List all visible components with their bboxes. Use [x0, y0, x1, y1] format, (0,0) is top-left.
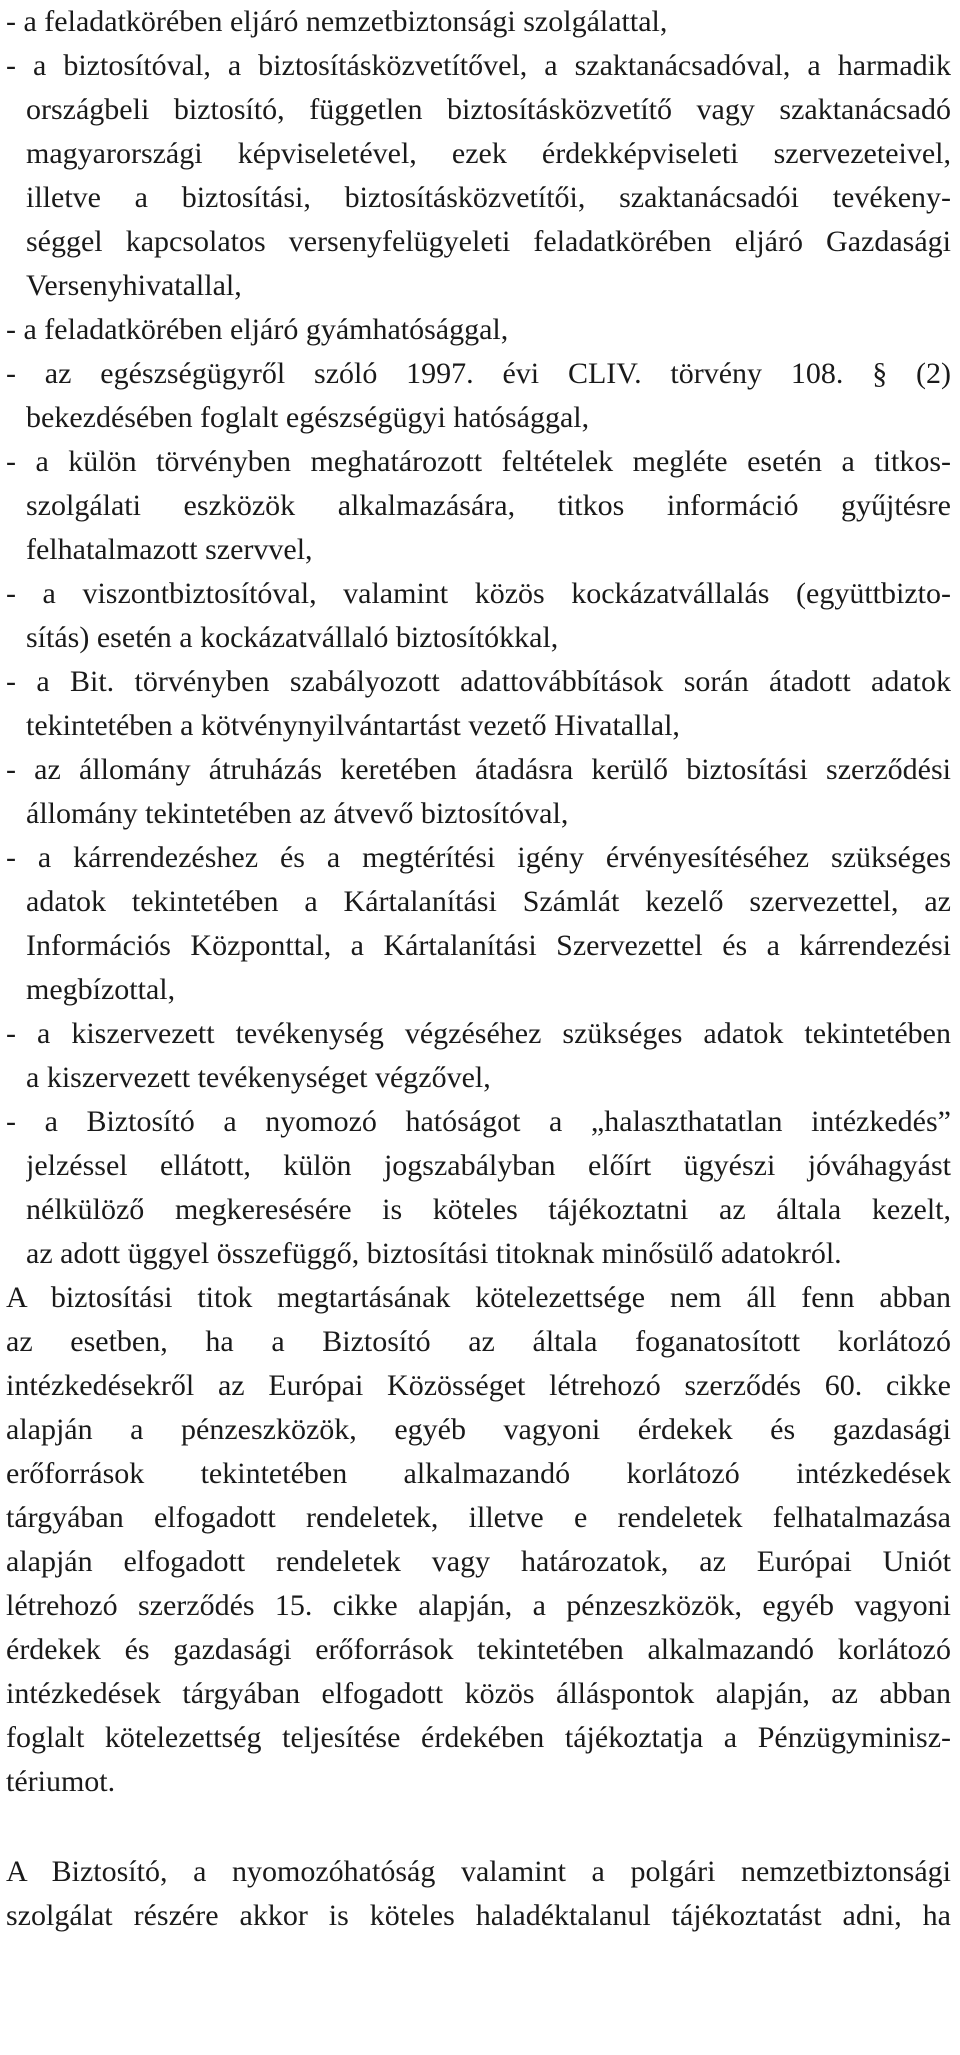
paragraph-line: érdekek és gazdasági erőforrások tekintetében alkalmazandó korlátozó — [6, 1633, 951, 1666]
list-item-continuation: magyarországi képviseletével, ezek érdekképviseleti szervezeteivel, — [26, 137, 951, 170]
paragraph-line: intézkedésekről az Európai Közösséget létrehozó szerződés 60. cikke — [6, 1369, 951, 1402]
paragraph-line: alapján elfogadott rendeletek vagy határozatok, az Európai Uniót — [6, 1545, 951, 1578]
list-item-continuation: bekezdésében foglalt egészségügyi hatósággal, — [26, 401, 590, 434]
list-item-continuation: séggel kapcsolatos versenyfelügyeleti feladatkörében eljáró Gazdasági — [26, 225, 951, 258]
list-item-continuation: megbízottal, — [26, 973, 176, 1006]
list-item-continuation: Információs Központtal, a Kártalanítási Szervezettel és a kárrendezési — [26, 929, 951, 962]
list-item: - az egészségügyről szóló 1997. évi CLIV. törvény 108. § (2) — [6, 357, 951, 390]
paragraph-line: A Biztosító, a nyomozóhatóság valamint a polgári nemzetbiztonsági — [6, 1855, 951, 1888]
paragraph-line: szolgálat részére akkor is köteles haladéktalanul tájékoztatást adni, ha — [6, 1899, 951, 1932]
list-item: - a kiszervezett tevékenység végzéséhez szükséges adatok tekintetében — [6, 1017, 951, 1050]
list-item: - a biztosítóval, a biztosításközvetítővel, a szaktanácsadóval, a harmadik — [6, 49, 951, 82]
list-item: - a Bit. törvényben szabályozott adattovábbítások során átadott adatok — [6, 665, 951, 698]
list-item-continuation: Versenyhivatallal, — [26, 269, 242, 302]
list-item-continuation: jelzéssel ellátott, külön jogszabályban előírt ügyészi jóváhagyást — [26, 1149, 951, 1182]
list-item-continuation: nélkülöző megkeresésére is köteles tájékoztatni az általa kezelt, — [26, 1193, 951, 1226]
paragraph-line: alapján a pénzeszközök, egyéb vagyoni érdekek és gazdasági — [6, 1413, 951, 1446]
paragraph-line: létrehozó szerződés 15. cikke alapján, a pénzeszközök, egyéb vagyoni — [6, 1589, 951, 1622]
paragraph-line: tárgyában elfogadott rendeletek, illetve e rendeletek felhatalmazása — [6, 1501, 951, 1534]
list-item-continuation: szolgálati eszközök alkalmazására, titkos információ gyűjtésre — [26, 489, 951, 522]
paragraph-line: intézkedések tárgyában elfogadott közös álláspontok alapján, az abban — [6, 1677, 951, 1710]
list-item-continuation: illetve a biztosítási, biztosításközvetítői, szaktanácsadói tevékeny- — [26, 181, 951, 214]
paragraph-line: A biztosítási titok megtartásának kötelezettsége nem áll fenn abban — [6, 1281, 951, 1314]
list-item: - a Biztosító a nyomozó hatóságot a „halaszthatatlan intézkedés” — [6, 1105, 951, 1138]
list-item-continuation: adatok tekintetében a Kártalanítási Számlát kezelő szervezettel, az — [26, 885, 951, 918]
paragraph-line: tériumot. — [6, 1765, 116, 1798]
list-item-continuation: sítás) esetén a kockázatvállaló biztosítókkal, — [26, 621, 559, 654]
paragraph-line: az esetben, ha a Biztosító az általa foganatosított korlátozó — [6, 1325, 951, 1358]
list-item: - a kárrendezéshez és a megtérítési igény érvényesítéséhez szükséges — [6, 841, 951, 874]
list-item-continuation: tekintetében a kötvénynyilvántartást vezető Hivatallal, — [26, 709, 680, 742]
list-item-continuation: a kiszervezett tevékenységet végzővel, — [26, 1061, 491, 1094]
list-item-continuation: az adott üggyel összefüggő, biztosítási titoknak minősülő adatokról. — [26, 1237, 842, 1270]
list-item-continuation: állomány tekintetében az átvevő biztosítóval, — [26, 797, 569, 830]
list-item: - a viszontbiztosítóval, valamint közös kockázatvállalás (együttbizto- — [6, 577, 951, 610]
paragraph-line: erőforrások tekintetében alkalmazandó korlátozó intézkedések — [6, 1457, 951, 1490]
list-item: - a feladatkörében eljáró nemzetbiztonsági szolgálattal, — [6, 5, 668, 38]
list-item-continuation: országbeli biztosító, független biztosításközvetítő vagy szaktanácsadó — [26, 93, 951, 126]
list-item-continuation: felhatalmazott szervvel, — [26, 533, 313, 566]
list-item: - az állomány átruházás keretében átadásra kerülő biztosítási szerződési — [6, 753, 951, 786]
list-item: - a feladatkörében eljáró gyámhatósággal, — [6, 313, 509, 346]
paragraph-line: foglalt kötelezettség teljesítése érdekében tájékoztatja a Pénzügyminisz- — [6, 1721, 951, 1754]
list-item: - a külön törvényben meghatározott feltételek megléte esetén a titkos- — [6, 445, 951, 478]
